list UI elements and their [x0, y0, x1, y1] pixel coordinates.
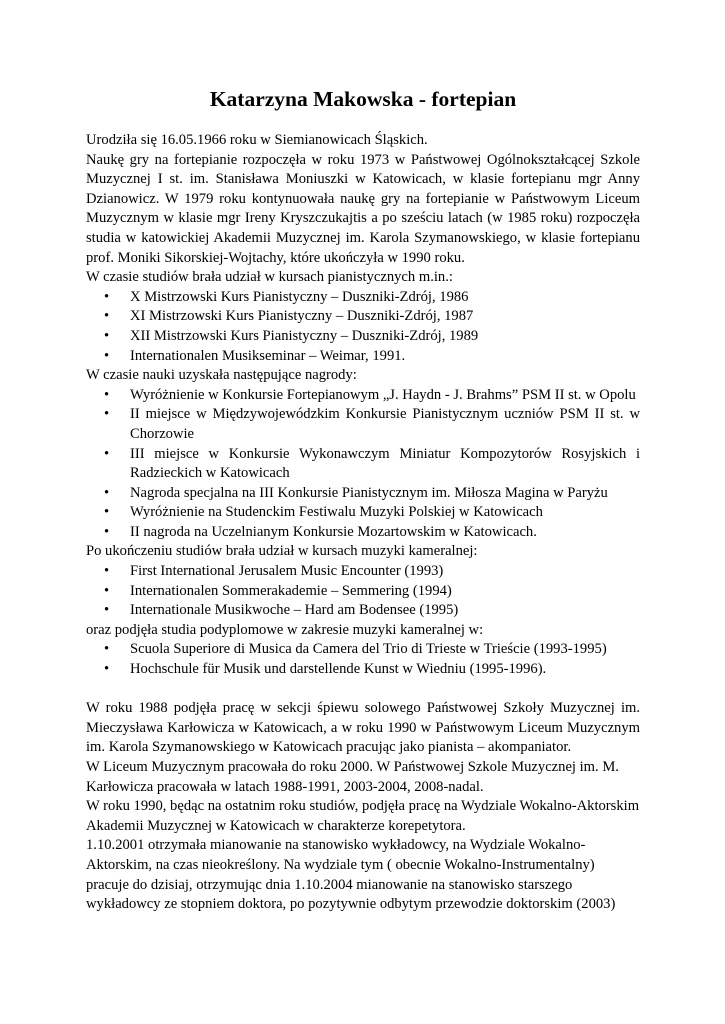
list-item: • II nagroda na Uczelnianym Konkursie Mozartowskim w Katowicach. — [86, 523, 640, 543]
list-item: • Scuola Superiore di Musica da Camera del Trio di Trieste w Trieście (1993-1995) — [86, 640, 640, 660]
list-item: • III miejsce w Konkursie Wykonawczym Miniatur Kompozytorów Rosyjskich i Radzieckich w Katowicach — [104, 445, 640, 482]
bullet-icon: • — [104, 582, 110, 599]
document-title: Katarzyna Makowska - fortepian — [209, 87, 517, 111]
intro-education: Naukę gry na fortepianie rozpoczęła w roku 1973 w Państwowej Ogólnokształcącej Szkole Muzycznej I st. im. Stanisława Moniuszki w Katowicach, w klasie fortepianu mgr Anny Dzianowicz. W 1979 roku kontynuowała naukę gry na fortepianie w Państwowym Liceum Muzycznym w klasie mgr Ireny Kryszczukajtis a po sześciu latach (w 1985 roku) rozpoczęła studia w katowickiej Akademii Muzycznej im. Karola Szymanowskiego, w klasie fortepianu prof. Moniki Sikorskiej-Wojtachy, które ukończyła w 1990 roku. — [86, 151, 640, 266]
career-paragraph: W roku 1988 podjęła pracę w sekcji śpiewu solowego Państwowej Szkoły Muzycznej im. Mieczysława Karłowicza w Katowicach, a w roku 1990 w Państwowym Liceum Muzycznym im. Karola Szymanowskiego w Katowicach pracując jako pianista – akompaniator. — [86, 700, 640, 756]
bullet-icon: • — [104, 641, 110, 658]
list-item: • Wyróżnienie w Konkursie Fortepianowym „J. Haydn - J. Brahms” PSM II st. w Opolu — [86, 386, 640, 406]
bullet-icon: • — [104, 484, 110, 501]
bullet-icon: • — [104, 406, 110, 423]
postgrad-heading: oraz podjęła studia podyplomowe w zakresie muzyki kameralnej w: — [86, 621, 484, 638]
list-item: • X Mistrzowski Kurs Pianistyczny – Duszniki-Zdrój, 1986 — [86, 288, 640, 308]
list-item: • Internationalen Sommerakademie – Semmering (1994) — [86, 582, 640, 602]
bullet-icon: • — [104, 563, 110, 580]
list-item: • Internationalen Musikseminar – Weimar, 1991. — [86, 347, 640, 367]
list-item: • XII Mistrzowski Kurs Pianistyczny – Duszniki-Zdrój, 1989 — [86, 327, 640, 347]
document-page — [86, 86, 640, 915]
chamber-list — [86, 562, 640, 621]
bullet-icon: • — [104, 308, 110, 325]
bullet-icon: • — [104, 523, 110, 540]
awards-list — [86, 386, 640, 543]
bullet-icon: • — [104, 602, 110, 619]
career-paragraph: 1.10.2001 otrzymała mianowanie na stanowisko wykładowcy, na Wydziale Wokalno-Aktorskim, na czas nieokreślony. Na wydziale tym ( obecnie Wokalno-Instrumentalny) pracuje do dzisiaj, otrzymując dnia 1.10.2004 mianowanie na stanowisko starszego wykładowcy ze stopniem doktora, po pozytywnie odbytym przewodzie doktorskim (2003) — [86, 837, 616, 913]
awards-heading: W czasie nauki uzyskała następujące nagrody: — [86, 367, 357, 384]
list-item: • XI Mistrzowski Kurs Pianistyczny – Duszniki-Zdrój, 1987 — [86, 307, 640, 327]
career-paragraph: W roku 1990, będąc na ostatnim roku studiów, podjęła pracę na Wydziale Wokalno-Aktorskim Akademii Muzycznej w Katowicach w charakterze korepetytora. — [86, 798, 640, 834]
list-item: • Internationale Musikwoche – Hard am Bodensee (1995) — [86, 601, 640, 621]
bullet-icon: • — [104, 288, 110, 305]
list-item: • Hochschule für Musik und darstellende Kunst w Wiedniu (1995-1996). — [86, 660, 640, 680]
bullet-icon: • — [104, 445, 110, 462]
bullet-icon: • — [104, 661, 110, 678]
list-item: • First International Jerusalem Music Encounter (1993) — [86, 562, 640, 582]
intro-birth: Urodziła się 16.05.1966 roku w Siemianowicach Śląskich. — [86, 132, 428, 148]
bullet-icon: • — [104, 327, 110, 344]
courses-list — [86, 288, 640, 366]
list-item: • Nagroda specjalna na III Konkursie Pianistycznym im. Miłosza Magina w Paryżu — [86, 484, 640, 504]
bullet-icon: • — [104, 504, 110, 521]
chamber-heading: Po ukończeniu studiów brała udział w kursach muzyki kameralnej: — [86, 543, 478, 560]
paragraph-gap — [86, 680, 640, 700]
bullet-icon: • — [104, 386, 110, 403]
courses-heading: W czasie studiów brała udział w kursach pianistycznych m.in.: — [86, 269, 453, 286]
bullet-icon: • — [104, 347, 110, 364]
list-item: • II miejsce w Międzywojewódzkim Konkursie Pianistycznym uczniów PSM II st. w Chorzowie — [104, 406, 640, 442]
postgrad-list — [86, 640, 640, 679]
list-item: • Wyróżnienie na Studenckim Festiwalu Muzyki Polskiej w Katowicach — [86, 503, 640, 523]
career-paragraph: W Liceum Muzycznym pracowała do roku 2000. W Państwowej Szkole Muzycznej im. M. Karłowicza pracowała w latach 1988-1991, 2003-2004, 2008-nadal. — [86, 759, 619, 795]
